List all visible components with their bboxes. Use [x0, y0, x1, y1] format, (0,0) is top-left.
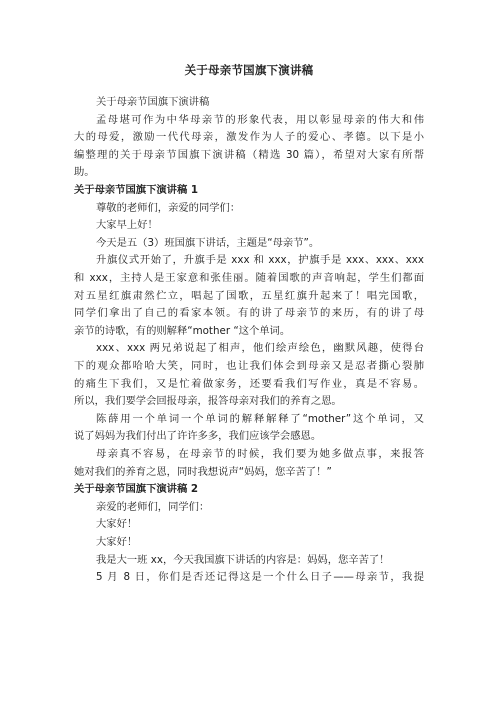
text-line: 大家早上好！ — [96, 219, 158, 232]
text-line: xxx、xxx 两兄弟说起了相声，他们绘声绘色，幽默风趣，使得台 — [96, 342, 424, 355]
text-line: 说了妈妈为我们付出了许许多多，我们应该学会感恩。 — [74, 430, 322, 443]
text-line: 所以，我们要学会回报母亲，报答母亲对我们的养育之恩。 — [74, 395, 342, 408]
text-line: 大的母爱，激励一代代母亲，激发作为人子的爱心、孝德。以下是小 — [74, 131, 424, 144]
text-line: 大家好！ — [96, 518, 138, 531]
text-line: 升旗仪式开始了，升旗手是 xxx 和 xxx，护旗手是 xxx、xxx、xxx — [96, 254, 424, 267]
text-line: 5 月 8 日，你们是否还记得这是一个什么日子——母亲节，我提 — [96, 571, 424, 584]
document-title: 关于母亲节国旗下演讲稿 — [184, 63, 314, 77]
text-line: 今天是五（3）班国旗下讲话，主题是“母亲节”。 — [96, 236, 320, 249]
text-line: 亲节的诗歌，有的则解释“mother “这个单词。 — [74, 324, 291, 337]
text-line: 和 xxx，主持人是王家意和张佳丽。随着国歌的声音响起，学生们都面 — [74, 272, 424, 284]
text-line: 对五星红旗肃然伫立，唱起了国歌，五星红旗升起来了！唱完国歌， — [74, 289, 424, 302]
section-heading: 关于母亲节国旗下演讲稿 2 — [74, 483, 199, 496]
text-line: 下的观众都哈哈大笑，同时，也让我们体会到母亲又是忍者撕心裂肺 — [74, 360, 424, 372]
text-line: 尊敬的老师们，亲爱的同学们： — [96, 201, 241, 214]
text-line: 母亲真不容易，在母亲节的时候，我们要为她多做点事，来报答 — [96, 448, 424, 460]
text-line: 同学们拿出了自己的看家本领。有的讲了母亲节的来历，有的讲了母 — [74, 307, 424, 320]
text-line: 我是大一班 xx，今天我国旗下讲话的内容是：妈妈，您辛苦了！ — [96, 553, 390, 566]
text-line: 她对我们的养育之恩，同时我想说声“妈妈，您辛苦了！” — [74, 465, 332, 478]
text-line: 编整理的关于母亲节国旗下演讲稿（精选 30 篇），希望对大家有所帮 — [74, 148, 424, 161]
section-heading: 关于母亲节国旗下演讲稿 1 — [74, 184, 199, 196]
text-line: 关于母亲节国旗下演讲稿 — [96, 96, 210, 108]
text-line: 孟母堪可作为中华母亲节的形象代表，用以彰显母亲的伟大和伟 — [96, 113, 424, 126]
text-line: 陈薛用一个单词一个单词的解释解释了“mother”这个单词，又 — [96, 412, 424, 425]
text-line: 助。 — [74, 166, 95, 179]
text-line: 大家好！ — [96, 536, 138, 548]
text-line: 亲爱的老师们，同学们： — [96, 500, 210, 513]
text-line: 的痛生下我们，又是忙着做家务，还要看我们写作业，真是不容易。 — [74, 377, 424, 390]
